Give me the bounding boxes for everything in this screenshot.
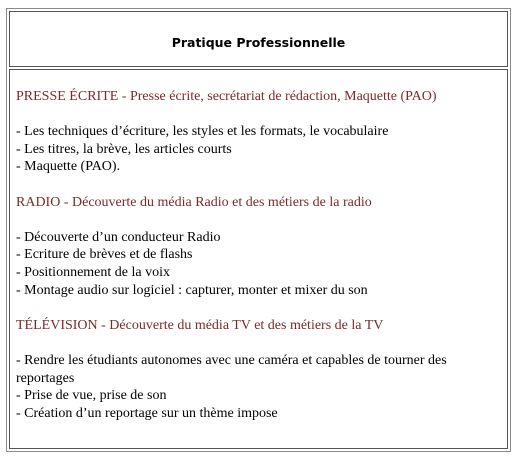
list-item: - Maquette (PAO). [16, 159, 121, 175]
section-title-radio: RADIO - Découverte du média Radio et des métiers de la radio [16, 194, 372, 210]
spacer [16, 176, 499, 194]
list-item: - Positionnement de la voix [16, 264, 170, 280]
list-item: - Les titres, la brève, les articles courts [16, 141, 232, 157]
list-item: - Les techniques d’écriture, les styles et les formats, le vocabulaire [16, 124, 389, 140]
table-header-cell [9, 11, 508, 67]
section-title-television: TÉLÉVISION - Découverte du média TV et des métiers de la TV [16, 317, 384, 333]
table-title: Pratique Professionnelle [171, 34, 346, 50]
spacer [16, 106, 499, 124]
section-title-presse: PRESSE ÉCRITE - Presse écrite, secrétariat de rédaction, Maquette (PAO) [16, 89, 437, 104]
list-item: - Découverte d’un conducteur Radio [16, 229, 221, 245]
spacer [16, 299, 499, 317]
list-item: - Prise de vue, prise de son [16, 388, 167, 404]
spacer [16, 211, 499, 229]
course-table [6, 8, 511, 452]
list-item: - Montage audio sur logiciel : capturer, monter et mixer du son [16, 282, 368, 298]
spacer [16, 334, 499, 352]
list-item: - Ecriture de brèves et de flashs [16, 247, 193, 263]
course-content-cell [9, 69, 508, 449]
list-item: - Création d’un reportage sur un thème impose [16, 405, 278, 421]
list-item: - Rendre les étudiants autonomes avec une caméra et capables de tourner des reportages [16, 352, 447, 386]
